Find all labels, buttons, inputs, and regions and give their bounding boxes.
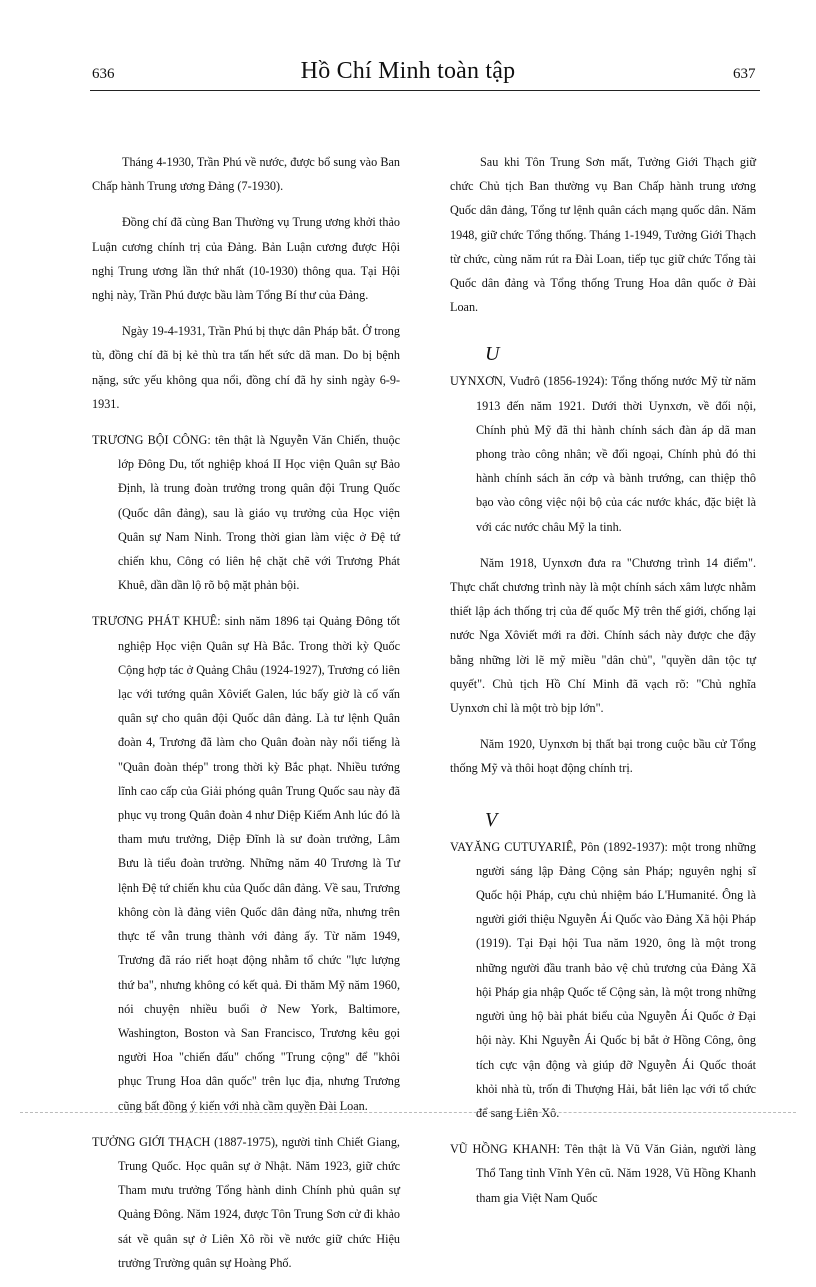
entry-heading: TRƯƠNG BỘI CÔNG:	[92, 433, 211, 448]
entry-heading: TƯỞNG GIỚI THẠCH	[92, 1134, 211, 1149]
entry-body: (1887-1975), người tỉnh Chiết Giang, Trung Quốc. Học quân sự ở Nhật. Năm 1923, giữ chức Tham mưu trưởng Tổng hành dinh Chính phủ quân sự Quảng Đông. Năm 1924, được Tôn Trung Sơn cử đi khảo sát về quân sự ở Liên Xô rồi về nước giữ chức Hiệu trưởng Trường quân sự Hoàng Phố.	[118, 1134, 400, 1270]
right-column	[450, 150, 756, 1222]
entry-body: (1856-1924): Tổng thống nước Mỹ từ năm 1913 đến năm 1921. Dưới thời Uynxơn, về đối nội, Chính phủ Mỹ đã thi hành chính sách đàn áp dã man phong trào công nhân; về đối ngoại, Chính phủ đó thi hành chính sách ăn cớp và bành trướng, can thiệp thô bạo vào công việc nội bộ của các nước khác, đặc biệt là với các nước châu Mỹ la tinh.	[476, 374, 757, 534]
paragraph: Năm 1918, Uynxơn đưa ra "Chương trình 14 điểm". Thực chất chương trình này là một chính sách xâm lược nhằm thiết lập ách thống trị của đế quốc Mỹ trên thế giới, chống lại nước Nga Xôviết mới ra đời. Chính sách này được che đậy bằng những lời lẽ mỹ miều "dân chủ", "quyền dân tộc tự quyết". Chủ tịch Hồ Chí Minh đã vạch rõ: "Chủ nghĩa Uynxơn chỉ là một trò bịp lớn".	[450, 555, 756, 716]
entry-heading: UYNXƠN, Vuđrô	[450, 374, 540, 389]
header-rule	[90, 90, 760, 91]
paragraph: Ngày 19-4-1931, Trần Phú bị thực dân Pháp bắt. Ở trong tù, đồng chí đã bị kẻ thù tra tấn hết sức dã man. Do bị bệnh nặng, sức yếu không qua nổi, đồng chí đã hy sinh ngày 6-9-1931.	[92, 324, 400, 411]
section-letter-v: V	[485, 808, 498, 831]
paragraph: Đồng chí đã cùng Ban Thường vụ Trung ương khởi thảo Luận cương chính trị của Đảng. Bản Luận cương được Hội nghị Trung ương lần thứ nhất (10-1930) thông qua. Tại Hội nghị này, Trần Phú được bầu làm Tổng Bí thư của Đảng.	[92, 215, 400, 303]
paragraph: Sau khi Tôn Trung Sơn mất, Tưởng Giới Thạch giữ chức Chủ tịch Ban thường vụ Ban Chấp hành trung ương Quốc dân đảng, Tổng tư lệnh quân cách mạng quốc dân. Năm 1948, giữ chức Tổng thống. Tháng 1-1949, Tưởng Giới Thạch từ chức, cùng năm rút ra Đài Loan, tiếp tục giữ chức Tổng tài Quốc dân đảng và Tổng thống Trung Hoa dân quốc ở Đài Loan.	[450, 155, 756, 315]
page-number-left: 636	[92, 66, 115, 82]
book-title: Hồ Chí Minh toàn tập	[300, 58, 516, 84]
glossary-entry-vu-hong-khanh	[450, 1137, 756, 1210]
page-number-right: 637	[733, 66, 756, 82]
page-bottom-divider	[20, 1112, 796, 1113]
entry-heading: VAYĂNG CUTUYARIÊ, Pôn	[450, 839, 600, 854]
glossary-entry-truong-phat-khue	[92, 609, 400, 1117]
entry-heading: VŨ HỒNG KHANH:	[450, 1142, 560, 1157]
entry-body: sinh năm 1896 tại Quảng Đông tốt nghiệp Học viện Quân sự Hà Bắc. Trong thời kỳ Quốc Cộng hợp tác ở Quảng Châu (1924-1927), Trương có liên lạc với tướng quân Xôviết Galen, lúc bấy giờ là cố vấn quân sự cho quân đội Quốc dân đảng. Là tư lệnh Quân đoàn 4, Trương đã làm cho Quân đoàn này nổi tiếng là "Quân đoàn thép" trong thời kỳ Bắc phạt. Nhiều tướng lĩnh cao cấp của Giải phóng quân Trung Quốc sau này đã phục vụ trong Quân đoàn 4 như Diệp Kiếm Anh lúc đó là tham mưu trưởng, Diệp Đĩnh là sư đoàn trưởng, Lâm Bưu là tiểu đoàn trưởng. Những năm 40 Trương là Tư lệnh Đệ tứ chiến khu của Quốc dân đảng. Về sau, Trương không còn là đảng viên Quốc dân đảng nữa, nhưng trên thực tế vẫn trung thành với đảng ấy. Từ năm 1949, Trương đã ráo riết hoạt động nhằm tổ chức "lực lượng thứ ba", nhưng không có kết quả. Đi thăm Mỹ năm 1960, nói chuyện nhiều buổi ở New York, Baltimore, Washington, Boston và San Francisco, Trương kêu gọi người Hoa "chiến đấu" chống "Trung cộng" để "khôi phục Trung Hoa dân quốc" trên lục địa, nhưng Trương cũng bất đồng ý kiến với nhà cầm quyền Đài Loan.	[118, 614, 400, 1113]
glossary-entry-vayang-cutuyarie	[450, 835, 756, 1125]
glossary-entry-uynxon	[450, 369, 756, 538]
paragraph: Tháng 4-1930, Trần Phú về nước, được bổ sung vào Ban Chấp hành Trung ương Đảng (7-1930).	[92, 155, 400, 194]
section-letter-u: U	[485, 343, 500, 366]
entry-heading: TRƯƠNG PHÁT KHUÊ:	[92, 614, 221, 629]
entry-body: (1892-1937): một trong những người sáng lập Đảng Cộng sản Pháp; nguyên nghị sĩ Quốc hội Pháp, cựu chủ nhiệm báo L'Humanité. Ông là người giới thiệu Nguyễn Ái Quốc vào Đảng Xã hội Pháp (1919). Tại Đại hội Tua năm 1920, ông là một trong những người đầu tranh bảo vệ chủ trương của Đảng Xã hội Pháp gia nhập Quốc tế Cộng sản, là một trong những người ủng hộ bài phát biểu của Nguyễn Ái Quốc ở Đại hội này. Khi Nguyễn Ái Quốc bị bắt ở Hồng Công, ông tích cực vận động và giúp đỡ Nguyễn Ái Quốc thoát khỏi nhà tù, trốn đi Thượng Hải, bắt liên lạc với tổ chức để sang Liên Xô.	[476, 839, 756, 1120]
glossary-entry-tuong-gioi-thach	[92, 1130, 400, 1275]
entry-body: tên thật là Nguyễn Văn Chiến, thuộc lớp Đông Du, tốt nghiệp khoá II Học viện Quân sự Bảo Định, là trung đoàn trưởng trong quân đội Trung Quốc (Quốc dân đảng), sau là giáo vụ trưởng của Học viện Quân sự Nam Ninh. Trong thời gian làm việc ở Đệ tứ chiến khu, Công có liên hệ chặt chẽ với Trương Phát Khuê, dần dần lộ rõ bộ mặt phản bội.	[118, 433, 401, 593]
glossary-entry-truong-boi-cong	[92, 428, 400, 597]
left-column	[92, 150, 400, 1287]
paragraph: Năm 1920, Uynxơn bị thất bại trong cuộc bầu cử Tổng thống Mỹ và thôi hoạt động chính trị.	[450, 737, 756, 776]
entry-body: Tên thật là Vũ Văn Giản, người làng Thổ Tang tỉnh Vĩnh Yên cũ. Năm 1928, Vũ Hồng Khanh tham gia Việt Nam Quốc	[476, 1142, 756, 1205]
